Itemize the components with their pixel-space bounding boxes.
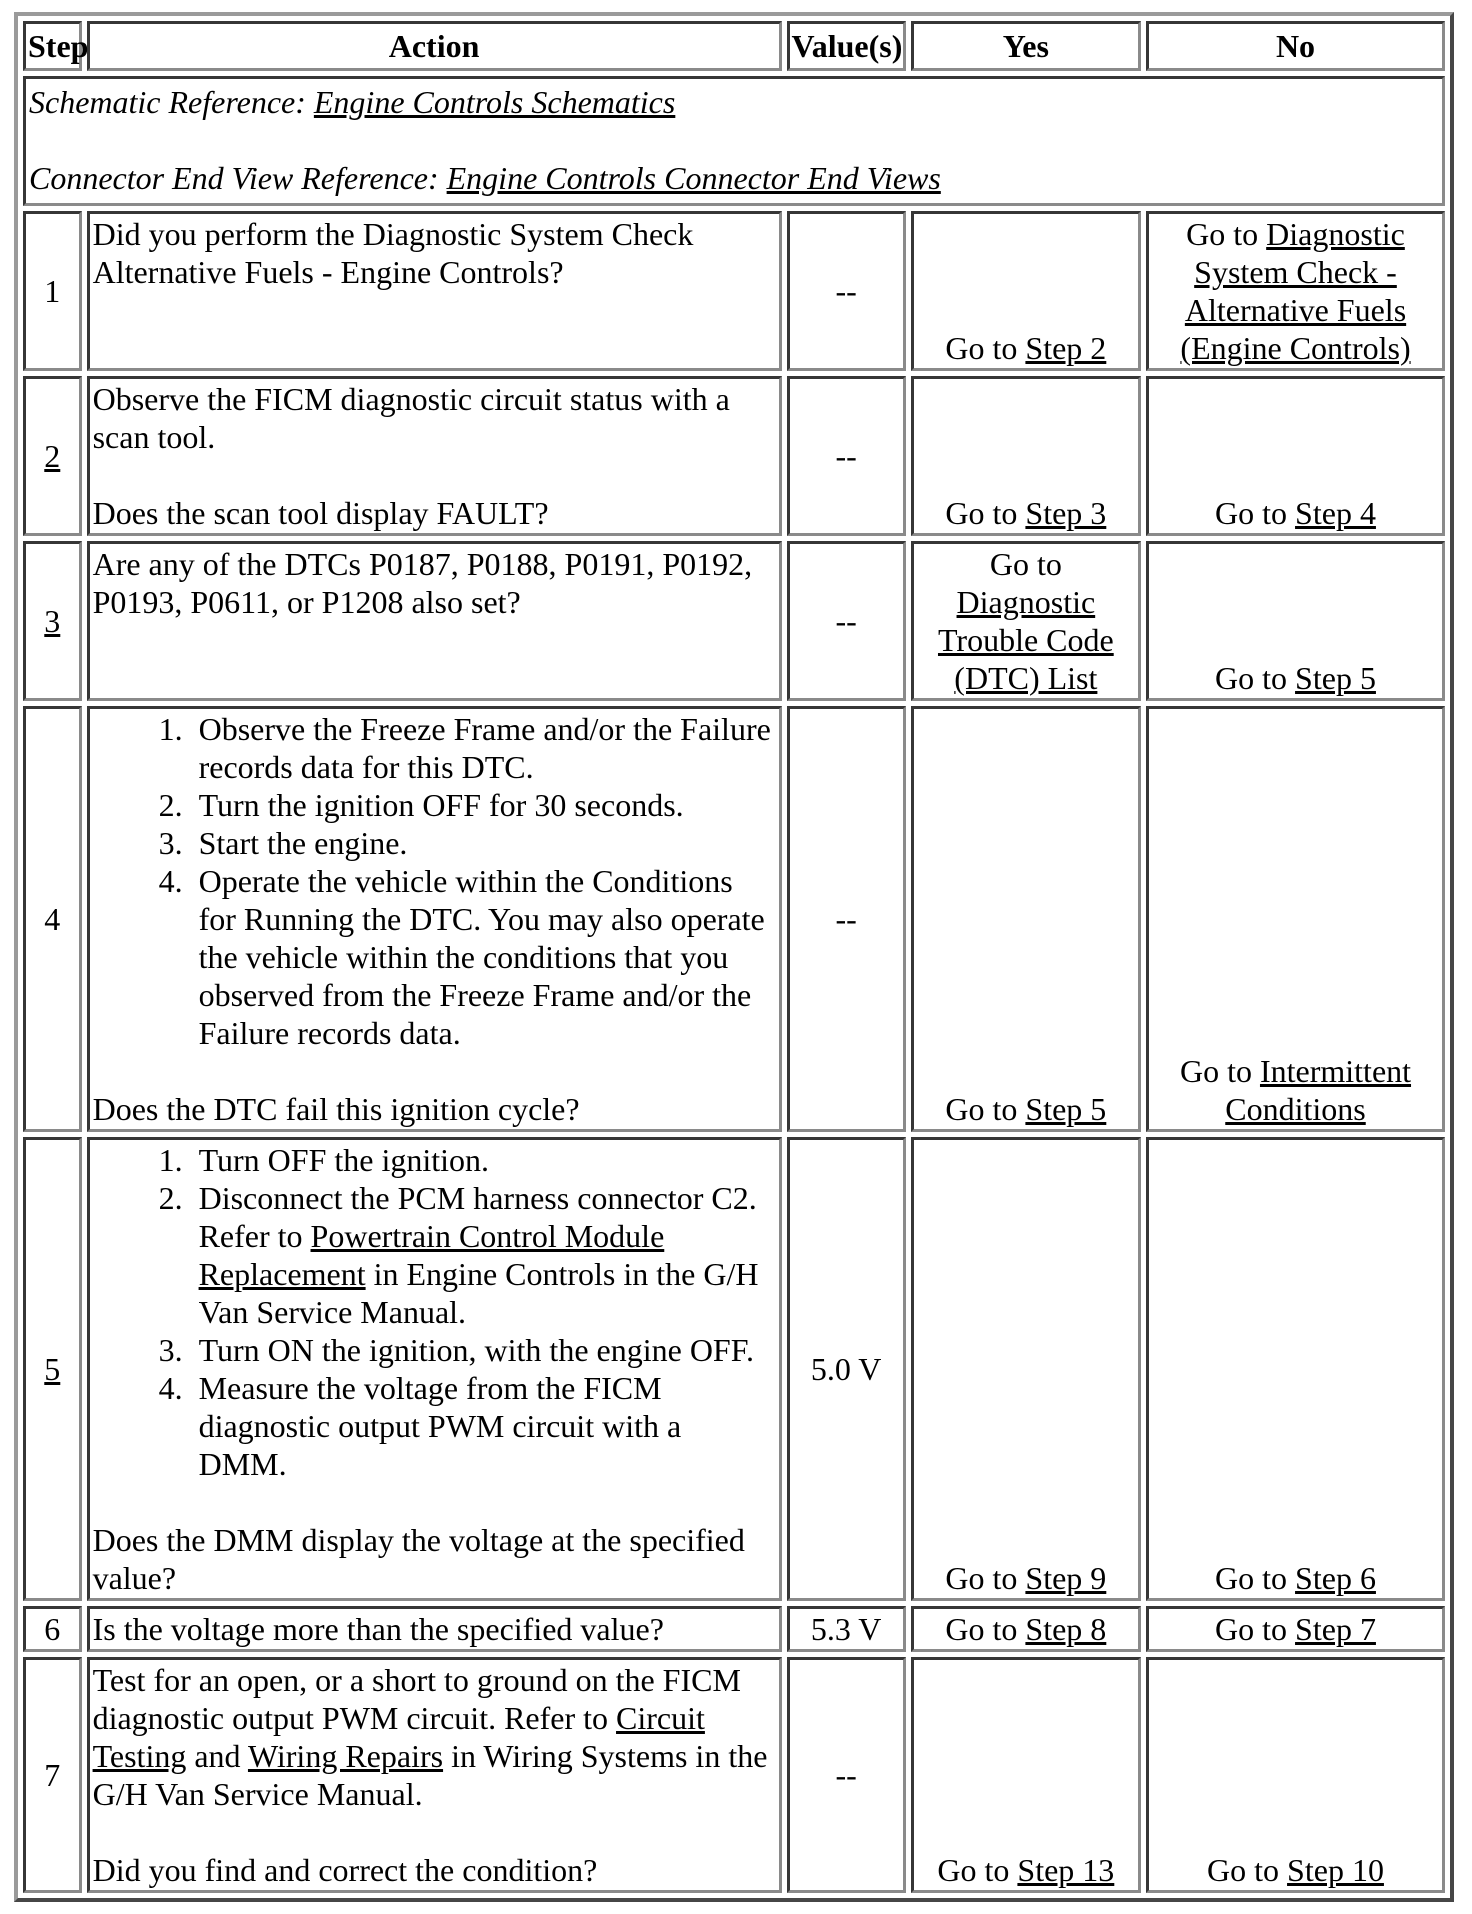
action-cell xyxy=(87,376,782,536)
header-action: Action xyxy=(87,21,782,71)
list-item: 3. Start the engine. xyxy=(191,824,776,862)
connector-reference-link[interactable]: Engine Controls Connector End Views xyxy=(446,160,941,196)
list-item: 4. Operate the vehicle within the Conditions for Running the DTC. You may also operate the vehicle within the conditions that you observed from the Freeze Frame and/or the Failure records data. xyxy=(191,862,776,1052)
action-text-part: in Wiring Systems in the G/H Van Service Manual. xyxy=(92,1738,768,1812)
no-link[interactable]: Intermittent Conditions xyxy=(1225,1053,1412,1127)
action-steps-list xyxy=(93,710,776,1052)
question-text: Does the DTC fail this ignition cycle? xyxy=(92,1091,580,1127)
yes-prefix: Go to xyxy=(945,1091,1026,1127)
no-prefix: Go to xyxy=(1179,1053,1260,1089)
yes-cell xyxy=(911,1137,1141,1601)
action-text: Are any of the DTCs P0187, P0188, P0191, P0192, P0193, P0611, or P1208 also set? xyxy=(87,541,782,701)
yes-cell xyxy=(911,541,1141,701)
value-cell: -- xyxy=(787,211,906,371)
step-number: 6 xyxy=(23,1606,82,1652)
table-row-step-1 xyxy=(23,211,1445,371)
step-number-link[interactable] xyxy=(23,1137,82,1601)
action-steps-list xyxy=(93,1141,776,1483)
value-cell: -- xyxy=(787,376,906,536)
list-item: 3. Turn ON the ignition, with the engine OFF. xyxy=(191,1331,776,1369)
diagnostic-table xyxy=(14,12,1454,1902)
step-number-link[interactable] xyxy=(23,376,82,536)
yes-prefix: Go to xyxy=(945,330,1026,366)
header-row xyxy=(23,21,1445,71)
no-prefix: Go to xyxy=(1207,1852,1288,1888)
action-text: Is the voltage more than the specified value? xyxy=(87,1606,782,1652)
yes-link[interactable]: Step 8 xyxy=(1025,1611,1107,1647)
header-step: Step xyxy=(23,21,82,71)
wiring-repairs-link[interactable]: Wiring Repairs xyxy=(247,1738,444,1774)
reference-row xyxy=(23,76,1445,206)
header-no: No xyxy=(1146,21,1445,71)
no-link[interactable]: Step 10 xyxy=(1287,1852,1384,1888)
table-row-step-6 xyxy=(23,1606,1445,1652)
header-values: Value(s) xyxy=(787,21,906,71)
yes-prefix: Go to xyxy=(945,495,1026,531)
yes-prefix: Go to xyxy=(945,1560,1026,1596)
schematic-reference-label: Schematic Reference: xyxy=(29,84,314,120)
yes-prefix: Go to xyxy=(937,1852,1018,1888)
connector-reference xyxy=(29,159,1439,197)
table-row-step-4 xyxy=(23,706,1445,1132)
list-item-text: in Engine Controls in the G/H Van Service Manual. xyxy=(198,1256,759,1330)
action-cell xyxy=(87,1657,782,1893)
header-yes: Yes xyxy=(911,21,1141,71)
powertrain-control-module-link[interactable]: Powertrain Control Module Replacement xyxy=(198,1218,665,1292)
no-link[interactable]: Diagnostic System Check - Alternative Fuels (Engine Controls) xyxy=(1180,216,1411,366)
value-cell: 5.0 V xyxy=(787,1137,906,1601)
action-cell xyxy=(87,706,782,1132)
schematic-reference xyxy=(29,83,1439,121)
value-cell: -- xyxy=(787,706,906,1132)
yes-cell xyxy=(911,211,1141,371)
yes-cell xyxy=(911,706,1141,1132)
no-prefix: Go to xyxy=(1215,495,1296,531)
value-cell: -- xyxy=(787,1657,906,1893)
no-prefix: Go to xyxy=(1186,216,1267,252)
no-cell xyxy=(1146,1606,1445,1652)
table-row-step-7 xyxy=(23,1657,1445,1893)
step-number-link[interactable] xyxy=(23,541,82,701)
no-cell xyxy=(1146,541,1445,701)
action-text-part: Test for an open, or a short to ground on the FICM diagnostic output PWM circuit. Refer to xyxy=(92,1662,741,1736)
no-cell xyxy=(1146,211,1445,371)
no-cell xyxy=(1146,706,1445,1132)
action-text-part: and xyxy=(186,1738,248,1774)
reference-cell xyxy=(23,76,1445,206)
table-row-step-5 xyxy=(23,1137,1445,1601)
step-link[interactable]: 5 xyxy=(44,1351,61,1387)
list-item: 1. Observe the Freeze Frame and/or the Failure records data for this DTC. xyxy=(191,710,776,786)
no-cell xyxy=(1146,1657,1445,1893)
action-cell xyxy=(87,1137,782,1601)
diagnostic-table-container xyxy=(14,12,1454,1902)
yes-cell xyxy=(911,1606,1141,1652)
table-row-step-2 xyxy=(23,376,1445,536)
yes-prefix: Go to xyxy=(945,1611,1026,1647)
schematic-reference-link[interactable]: Engine Controls Schematics xyxy=(313,84,676,120)
list-item: 1. Turn OFF the ignition. xyxy=(191,1141,776,1179)
step-link[interactable]: 3 xyxy=(44,603,61,639)
table-row-step-3 xyxy=(23,541,1445,701)
yes-link[interactable]: Step 13 xyxy=(1017,1852,1115,1888)
step-number: 1 xyxy=(23,211,82,371)
circuit-testing-link[interactable]: Circuit Testing xyxy=(92,1700,705,1774)
yes-link[interactable]: Diagnostic Trouble Code (DTC) List xyxy=(937,584,1114,696)
value-cell: -- xyxy=(787,541,906,701)
connector-reference-label: Connector End View Reference: xyxy=(29,160,447,196)
question-text: Does the DMM display the voltage at the specified value? xyxy=(92,1522,745,1596)
list-item-text: Disconnect the PCM harness connector C2. Refer to xyxy=(198,1180,757,1254)
question-text: Does the scan tool display FAULT? xyxy=(92,495,549,531)
yes-cell xyxy=(911,1657,1141,1893)
list-item: 4. Measure the voltage from the FICM diagnostic output PWM circuit with a DMM. xyxy=(191,1369,776,1483)
no-link[interactable]: Step 7 xyxy=(1295,1611,1376,1647)
no-cell xyxy=(1146,1137,1445,1601)
question-text: Did you find and correct the condition? xyxy=(92,1852,598,1888)
no-link[interactable]: Step 6 xyxy=(1295,1560,1376,1596)
no-prefix: Go to xyxy=(1215,660,1296,696)
list-item: 2. Turn the ignition OFF for 30 seconds. xyxy=(191,786,776,824)
no-link[interactable]: Step 5 xyxy=(1295,660,1376,696)
yes-link[interactable]: Step 5 xyxy=(1025,1091,1107,1127)
no-prefix: Go to xyxy=(1215,1611,1296,1647)
action-text xyxy=(93,1661,776,1813)
yes-cell xyxy=(911,376,1141,536)
step-number: 4 xyxy=(23,706,82,1132)
yes-link[interactable]: Step 2 xyxy=(1025,330,1107,366)
yes-link[interactable]: Step 3 xyxy=(1025,495,1107,531)
action-text: Observe the FICM diagnostic circuit status with a scan tool. xyxy=(92,381,730,455)
yes-prefix: Go to xyxy=(989,546,1062,582)
action-text: Did you perform the Diagnostic System Check Alternative Fuels - Engine Controls? xyxy=(87,211,782,371)
list-item xyxy=(191,1179,776,1331)
value-cell: 5.3 V xyxy=(787,1606,906,1652)
step-number: 7 xyxy=(23,1657,82,1893)
step-link[interactable]: 2 xyxy=(44,438,61,474)
no-link[interactable]: Step 4 xyxy=(1295,495,1376,531)
no-cell xyxy=(1146,376,1445,536)
yes-link[interactable]: Step 9 xyxy=(1025,1560,1107,1596)
no-prefix: Go to xyxy=(1215,1560,1296,1596)
